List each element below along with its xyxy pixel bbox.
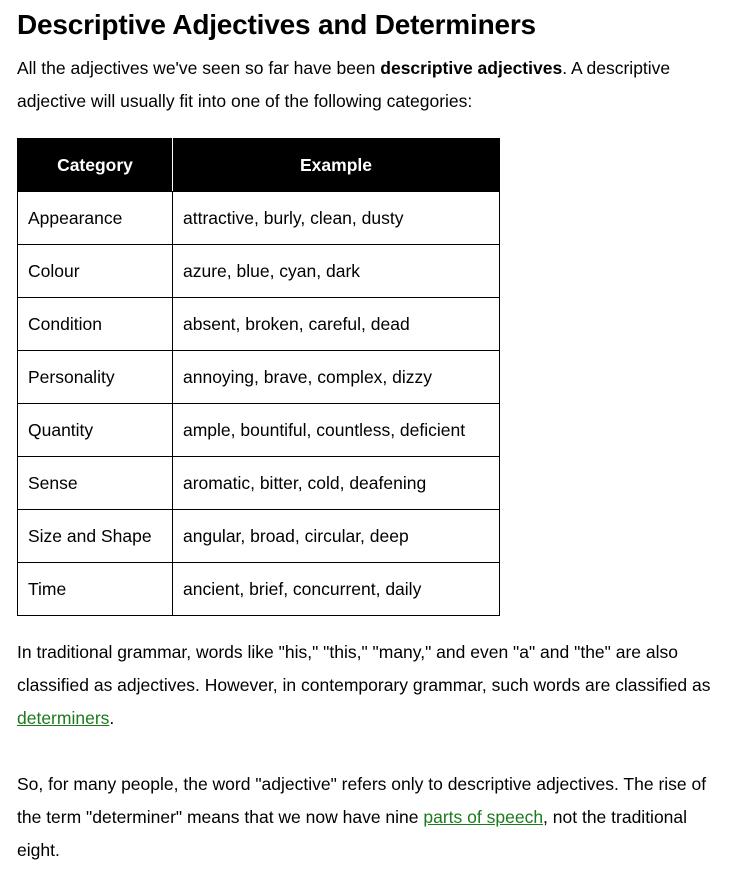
- category-cell: Colour: [18, 245, 173, 298]
- example-cell: angular, broad, circular, deep: [173, 510, 500, 563]
- example-cell: aromatic, bitter, cold, deafening: [173, 457, 500, 510]
- intro-bold-term: descriptive adjectives: [380, 58, 563, 78]
- table-row: [18, 245, 500, 298]
- categories-table: [17, 138, 500, 616]
- article: [17, 0, 729, 867]
- traditional-grammar-paragraph: [17, 636, 729, 735]
- example-cell: absent, broken, careful, dead: [173, 298, 500, 351]
- intro-text-after: . A descriptive adjective will usually fit into one of the following categories:: [17, 58, 671, 111]
- table-row: [18, 457, 500, 510]
- header-example: Example: [173, 139, 500, 192]
- intro-paragraph: [17, 52, 729, 118]
- category-cell: Sense: [18, 457, 173, 510]
- table-row: [18, 404, 500, 457]
- category-cell: Size and Shape: [18, 510, 173, 563]
- category-cell: Appearance: [18, 192, 173, 245]
- paragraph-text-after: .: [109, 708, 115, 728]
- table-row: [18, 351, 500, 404]
- table-header-row: [18, 139, 500, 192]
- example-cell: ample, bountiful, countless, deficient: [173, 404, 500, 457]
- category-cell: Personality: [18, 351, 173, 404]
- example-cell: attractive, burly, clean, dusty: [173, 192, 500, 245]
- table-row: [18, 192, 500, 245]
- paragraph-text: In traditional grammar, words like "his," "this," "many," and even "a" and "the" are also classified as adjectives. However, in contemporary grammar, such words are classified as: [17, 642, 711, 695]
- table-row: [18, 298, 500, 351]
- parts-of-speech-paragraph: [17, 768, 729, 867]
- category-cell: Condition: [18, 298, 173, 351]
- header-category: Category: [18, 139, 173, 192]
- table-row: [18, 510, 500, 563]
- paragraph-text: So, for many people, the word "adjective" refers only to descriptive adjectives. The rise of the term "determiner" means that we now have nine: [17, 774, 707, 827]
- example-cell: ancient, brief, concurrent, daily: [173, 563, 500, 616]
- intro-text-before: All the adjectives we've seen so far have been: [17, 58, 381, 78]
- example-cell: azure, blue, cyan, dark: [173, 245, 500, 298]
- determiners-link[interactable]: determiners: [17, 708, 110, 728]
- example-cell: annoying, brave, complex, dizzy: [173, 351, 500, 404]
- paragraph-text-after: , not the traditional eight.: [17, 807, 688, 860]
- parts-of-speech-link[interactable]: parts of speech: [423, 807, 544, 827]
- category-cell: Time: [18, 563, 173, 616]
- page-title: Descriptive Adjectives and Determiners: [17, 9, 536, 40]
- category-cell: Quantity: [18, 404, 173, 457]
- table-row: [18, 563, 500, 616]
